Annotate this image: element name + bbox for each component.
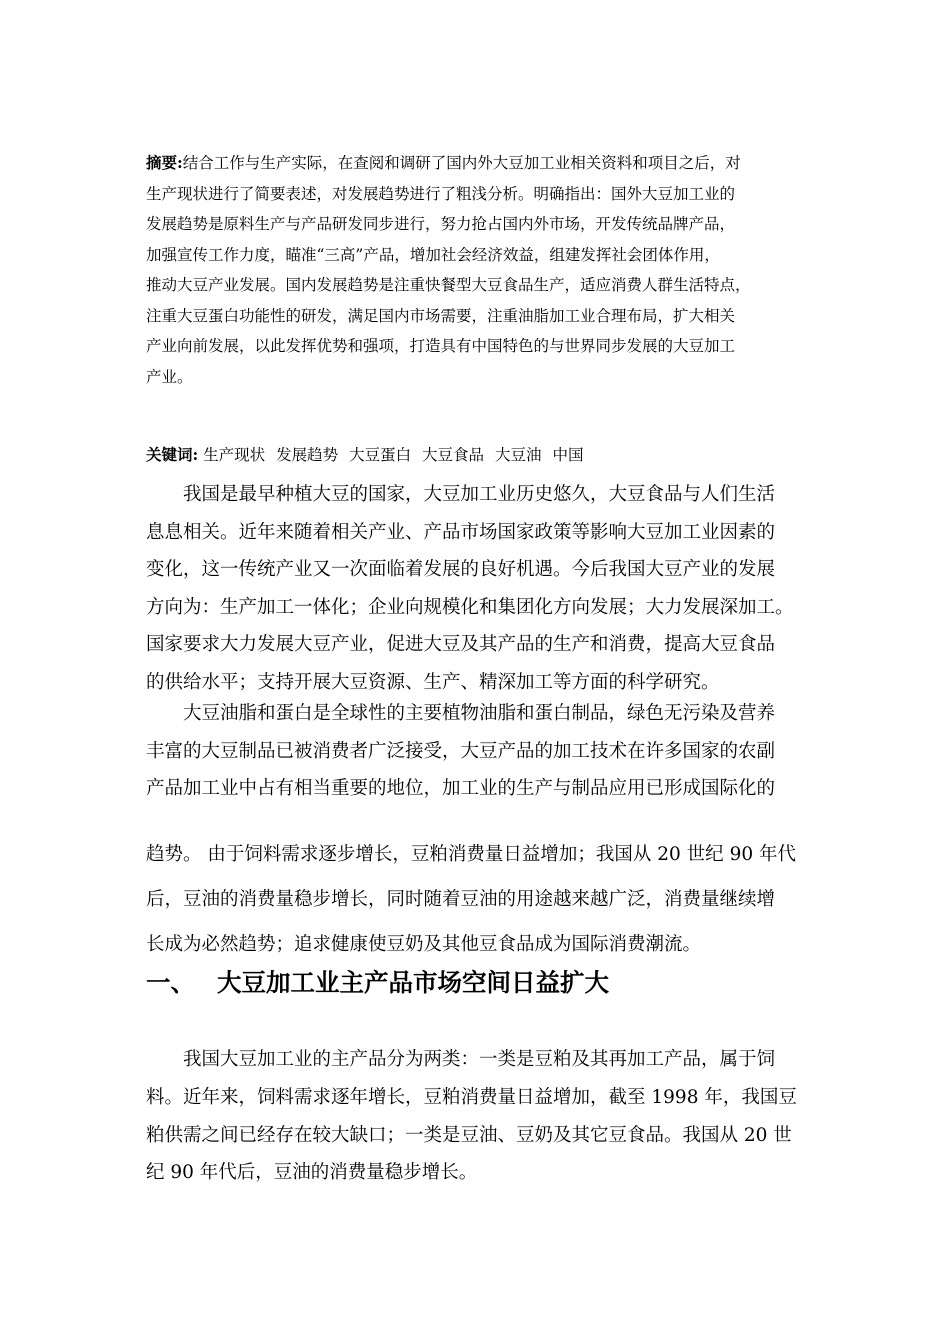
paragraph-line: 息息相关。近年来随着相关产业、产品市场国家政策等影响大豆加工业因素的: [146, 521, 776, 543]
paragraph-line: 丰富的大豆制品已被消费者广泛接受，大豆产品的加工技术在许多国家的农副: [146, 740, 776, 762]
keyword-item: 大豆食品: [422, 446, 485, 464]
paragraph-line: 料。近年来，饲料需求逐年增长，豆粕消费量日益增加，截至 1998 年，我国豆: [146, 1086, 797, 1108]
paragraph-line: 后，豆油的消费量稳步增长，同时随着豆油的用途越来越广泛，消费量继续增: [146, 889, 776, 910]
abstract-label: 摘要:: [146, 153, 183, 172]
paragraph-2: [146, 695, 806, 808]
paragraph-line: 产品加工业中占有相当重要的地位，加工业的生产与制品应用已形成国际化的: [146, 778, 776, 800]
abstract-block: [146, 148, 806, 392]
abstract-line: 加强宣传工作力度，瞄准“三高”产品，增加社会经济效益，组建发挥社会团体作用，: [146, 245, 720, 264]
section-number: 一、: [146, 968, 195, 997]
paragraph-2-continued: [146, 832, 806, 967]
keyword-item: 大豆蛋白: [349, 446, 412, 464]
paragraph-line: 我国大豆加工业的主产品分为两类：一类是豆粕及其再加工产品，属于饲: [183, 1049, 776, 1070]
paragraph-line: 变化，这一传统产业又一次面临着发展的良好机遇。今后我国大豆产业的发展: [146, 559, 776, 581]
paragraph-line: 我国是最早种植大豆的国家，大豆加工业历史悠久，大豆食品与人们生活: [183, 484, 776, 505]
keywords-line: [146, 442, 589, 468]
paragraph-line: 长成为必然趋势；追求健康使豆奶及其他豆食品成为国际消费潮流。: [146, 934, 702, 955]
paragraph-3: [146, 1041, 806, 1192]
paragraph-line: 大豆油脂和蛋白是全球性的主要植物油脂和蛋白制品，绿色无污染及营养: [183, 703, 776, 724]
paragraph-line: 纪 90 年代后，豆油的消费量稳步增长。: [146, 1162, 478, 1184]
keyword-item: 生产现状: [203, 446, 266, 464]
keyword-item: 中国: [552, 446, 584, 464]
abstract-line: 注重大豆蛋白功能性的研发，满足国内市场需要，注重油脂加工业合理布局，扩大相关: [146, 306, 736, 325]
paragraph-1: [146, 476, 806, 702]
keywords-label: 关键词:: [146, 445, 199, 464]
paragraph-line: 国家要求大力发展大豆产业，促进大豆及其产品的生产和消费，提高大豆食品: [146, 634, 776, 656]
keyword-item: 发展趋势: [276, 446, 339, 464]
paragraph-line: 趋势。 由于饲料需求逐步增长，豆粕消费量日益增加；我国从 20 世纪 90 年代: [146, 844, 796, 865]
abstract-line: 推动大豆产业发展。国内发展趋势是注重快餐型大豆食品生产，适应消费人群生活特点，: [146, 276, 751, 294]
abstract-line: 产业。: [146, 367, 193, 386]
paragraph-line: 方向为：生产加工一体化；企业向规模化和集团化方向发展；大力发展深加工。: [146, 596, 794, 618]
section-title: 大豆加工业主产品市场空间日益扩大: [217, 968, 609, 997]
paragraph-line: 的供给水平；支持开展大豆资源、生产、精深加工等方面的科学研究。: [146, 671, 720, 693]
abstract-line: 摘要:结合工作与生产实际，在查阅和调研了国内外大豆加工业相关资料和项目之后，对: [146, 153, 741, 172]
section-heading: [146, 963, 609, 1003]
abstract-line: 生产现状进行了简要表述，对发展趋势进行了粗浅分析。明确指出：国外大豆加工业的: [146, 184, 736, 203]
keyword-item: 大豆油: [494, 446, 542, 464]
abstract-line: 发展趋势是原料生产与产品研发同步进行，努力抢占国内外市场，开发传统品牌产品，: [146, 215, 736, 233]
abstract-line: 产业向前发展，以此发挥优势和强项，打造具有中国特色的与世界同步发展的大豆加工: [146, 337, 736, 355]
paragraph-line: 粕供需之间已经存在较大缺口；一类是豆油、豆奶及其它豆食品。我国从 20 世: [146, 1124, 792, 1146]
